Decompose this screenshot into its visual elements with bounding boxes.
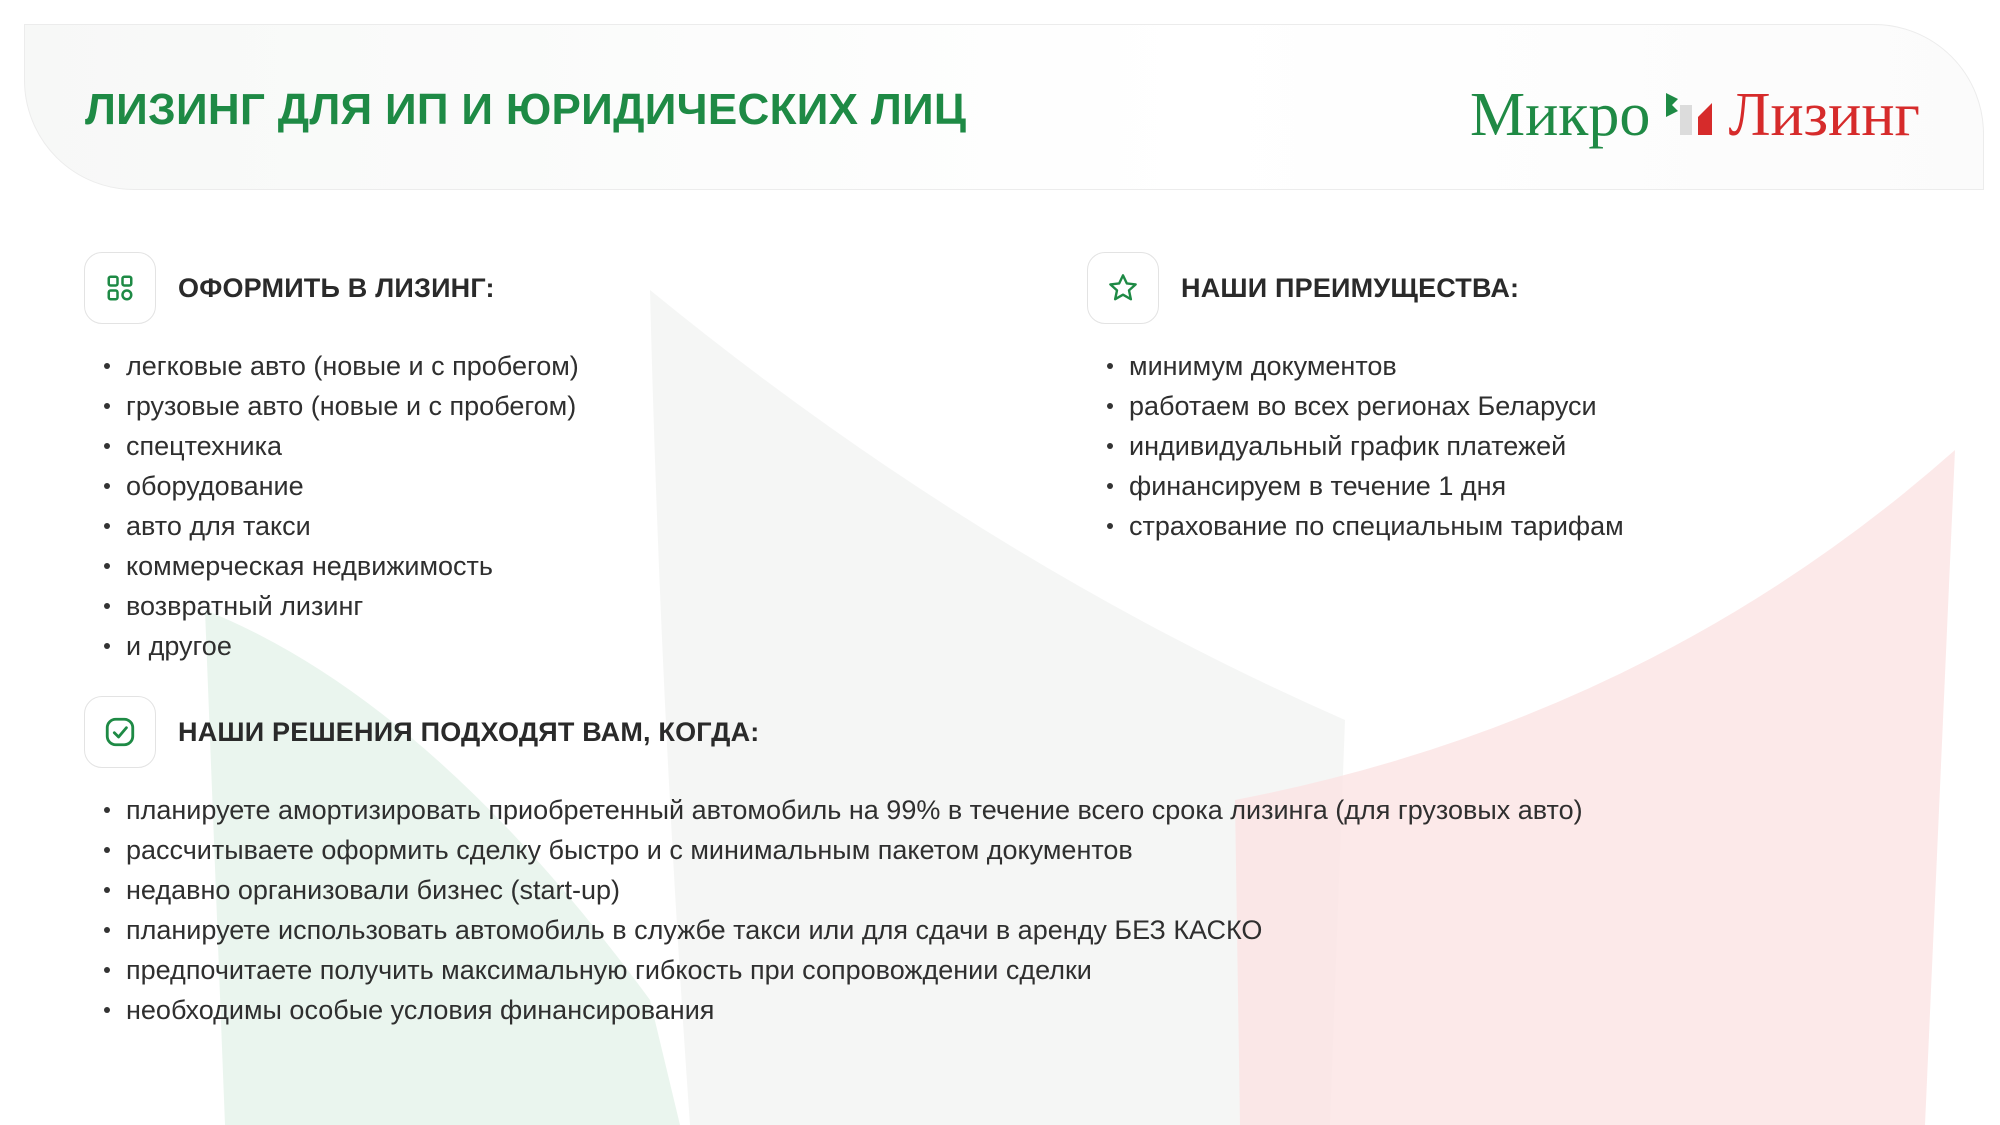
list-item: оборудование bbox=[84, 466, 984, 506]
section-advantages-title: НАШИ ПРЕИМУЩЕСТВА: bbox=[1181, 272, 1520, 303]
section-lease-header bbox=[84, 252, 984, 324]
section-advantages-header bbox=[1087, 252, 1967, 324]
section-icon-box bbox=[84, 252, 156, 324]
section-advantages bbox=[1087, 252, 1967, 546]
list-item: финансируем в течение 1 дня bbox=[1087, 466, 1967, 506]
logo-mark-icon bbox=[1664, 91, 1714, 140]
list-item: грузовые авто (новые и с пробегом) bbox=[84, 386, 984, 426]
section-lease bbox=[84, 252, 984, 666]
list-item: минимум документов bbox=[1087, 346, 1967, 386]
star-icon bbox=[1107, 272, 1139, 304]
list-item: спецтехника bbox=[84, 426, 984, 466]
section-icon-box bbox=[1087, 252, 1159, 324]
logo-text-mikro: Микро bbox=[1470, 81, 1651, 149]
list-item: страхование по специальным тарифам bbox=[1087, 506, 1967, 546]
list-item: легковые авто (новые и с пробегом) bbox=[84, 346, 984, 386]
section-solutions-header bbox=[84, 696, 1884, 768]
lease-list bbox=[84, 346, 984, 666]
section-solutions bbox=[84, 696, 1884, 1030]
list-item: авто для такси bbox=[84, 506, 984, 546]
list-item: возвратный лизинг bbox=[84, 586, 984, 626]
grid-icon bbox=[105, 273, 135, 303]
list-item: и другое bbox=[84, 626, 984, 666]
list-item: планируете амортизировать приобретенный автомобиль на 99% в течение всего срока лизинга (для грузовых авто) bbox=[84, 790, 1884, 830]
section-solutions-title: НАШИ РЕШЕНИЯ ПОДХОДЯТ ВАМ, КОГДА: bbox=[178, 716, 760, 747]
check-icon bbox=[103, 715, 137, 749]
logo-text-lizing: Лизинг bbox=[1728, 81, 1920, 149]
section-lease-title: ОФОРМИТЬ В ЛИЗИНГ: bbox=[178, 272, 495, 303]
logo bbox=[1470, 70, 1920, 160]
page-title: ЛИЗИНГ ДЛЯ ИП И ЮРИДИЧЕСКИХ ЛИЦ bbox=[85, 85, 967, 134]
header-banner bbox=[24, 24, 1984, 190]
list-item: коммерческая недвижимость bbox=[84, 546, 984, 586]
solutions-list bbox=[84, 790, 1884, 1030]
section-icon-box bbox=[84, 696, 156, 768]
list-item: планируете использовать автомобиль в службе такси или для сдачи в аренду БЕЗ КАСКО bbox=[84, 910, 1884, 950]
list-item: рассчитываете оформить сделку быстро и с минимальным пакетом документов bbox=[84, 830, 1884, 870]
list-item: индивидуальный график платежей bbox=[1087, 426, 1967, 466]
list-item: предпочитаете получить максимальную гибкость при сопровождении сделки bbox=[84, 950, 1884, 990]
list-item: работаем во всех регионах Беларуси bbox=[1087, 386, 1967, 426]
list-item: недавно организовали бизнес (start-up) bbox=[84, 870, 1884, 910]
advantages-list bbox=[1087, 346, 1967, 546]
list-item: необходимы особые условия финансирования bbox=[84, 990, 1884, 1030]
